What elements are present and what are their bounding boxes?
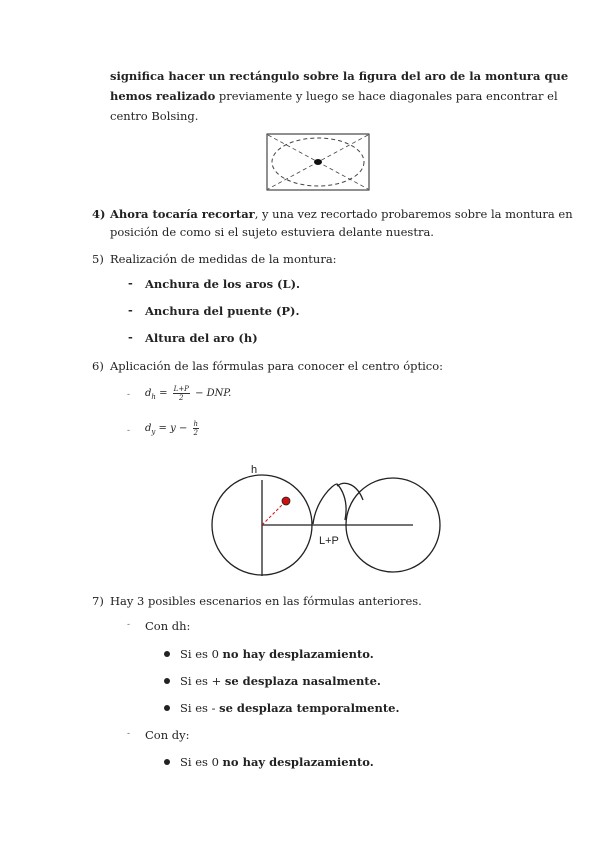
formula-dy-eq: = y − <box>155 423 191 434</box>
bridge-left-arc <box>313 484 346 524</box>
measure-item-P: Anchura del puente (P). <box>145 304 300 318</box>
list-dash: - <box>128 276 133 290</box>
dh-item-minus <box>180 698 399 718</box>
bullet-icon <box>164 651 170 657</box>
h-label: h <box>251 464 258 476</box>
bullet-icon <box>164 705 170 711</box>
list-dash: - <box>128 330 133 344</box>
dh-item-bold: se desplaza temporalmente. <box>219 701 400 715</box>
step-4-line-1 <box>110 204 573 224</box>
list-dash: - <box>128 303 133 317</box>
intro-line-1: significa hacer un rectángulo sobre la figura del aro de la montura que <box>110 69 569 83</box>
formula-dh-rest: − DNP. <box>191 388 232 399</box>
dh-dash: - <box>127 620 131 630</box>
step-6-text: Aplicación de las fórmulas para conocer el centro óptico: <box>110 359 444 373</box>
intro-rest: previamente y luego se hace diagonales para encontrar el <box>215 89 558 103</box>
formula-dash: - <box>127 390 131 400</box>
step-6-number: 6) <box>92 359 104 373</box>
dh-item-bold: no hay desplazamiento. <box>222 647 374 661</box>
dy-item-zero <box>180 752 374 772</box>
intro-bold: hemos realizado <box>110 89 216 103</box>
formula-dh-eq: = <box>155 388 171 399</box>
formula-dy <box>145 420 201 437</box>
dh-label: Con dh: <box>145 619 191 633</box>
formula-dy-lhs: d <box>145 423 152 434</box>
lp-label: L+P <box>319 535 339 547</box>
formula-dy-sub: y <box>151 428 156 436</box>
measure-item-L: Anchura de los aros (L). <box>145 277 301 291</box>
formula-dash: - <box>127 426 131 436</box>
dh-item-zero <box>180 644 374 664</box>
formula-dh-lhs: d <box>145 388 152 399</box>
step-7-number: 7) <box>92 594 104 608</box>
formula-dh <box>145 385 231 402</box>
bridge-right-arc <box>337 483 363 500</box>
step-7-text: Hay 3 posibles escenarios en las fórmulas anteriores. <box>110 594 422 608</box>
bolsing-center-figure <box>266 133 370 191</box>
optical-center-dot <box>282 497 290 505</box>
dy-item-prefix: Si es 0 <box>180 755 223 769</box>
step-4-number: 4) <box>92 207 106 221</box>
frame-diagram <box>205 460 445 582</box>
intro-line-2 <box>110 86 558 106</box>
formula-dh-den: 2 <box>179 394 184 402</box>
dh-item-bold: se desplaza nasalmente. <box>224 674 381 688</box>
step-4-bold: Ahora tocaría recortar <box>110 207 255 221</box>
measure-item-h: Altura del aro (h) <box>145 331 258 345</box>
dh-item-plus <box>180 671 381 691</box>
formula-dy-fraction <box>193 420 200 437</box>
formula-dy-num: h <box>193 420 199 428</box>
bullet-icon <box>164 678 170 684</box>
intro-line-3: centro Bolsing. <box>110 109 199 123</box>
formula-dh-sub: h <box>151 393 156 401</box>
dy-item-bold: no hay desplazamiento. <box>222 755 374 769</box>
dh-item-prefix: Si es 0 <box>180 647 223 661</box>
step-4-rest: , y una vez recortado probaremos sobre la montura en <box>254 207 573 221</box>
dy-dash: - <box>127 729 131 739</box>
formula-dy-den: 2 <box>193 429 198 437</box>
dh-item-prefix: Si es + <box>180 674 225 688</box>
dh-item-prefix: Si es - <box>180 701 220 715</box>
bullet-icon <box>164 759 170 765</box>
step-4-line-2: posición de como si el sujeto estuviera delante nuestra. <box>110 225 434 239</box>
decentration-line <box>262 502 285 525</box>
step-5-number: 5) <box>92 252 104 266</box>
dy-label: Con dy: <box>145 728 190 742</box>
formula-dh-num: L+P <box>173 385 189 393</box>
step-5-text: Realización de medidas de la montura: <box>110 252 337 266</box>
formula-dh-fraction <box>173 385 190 402</box>
